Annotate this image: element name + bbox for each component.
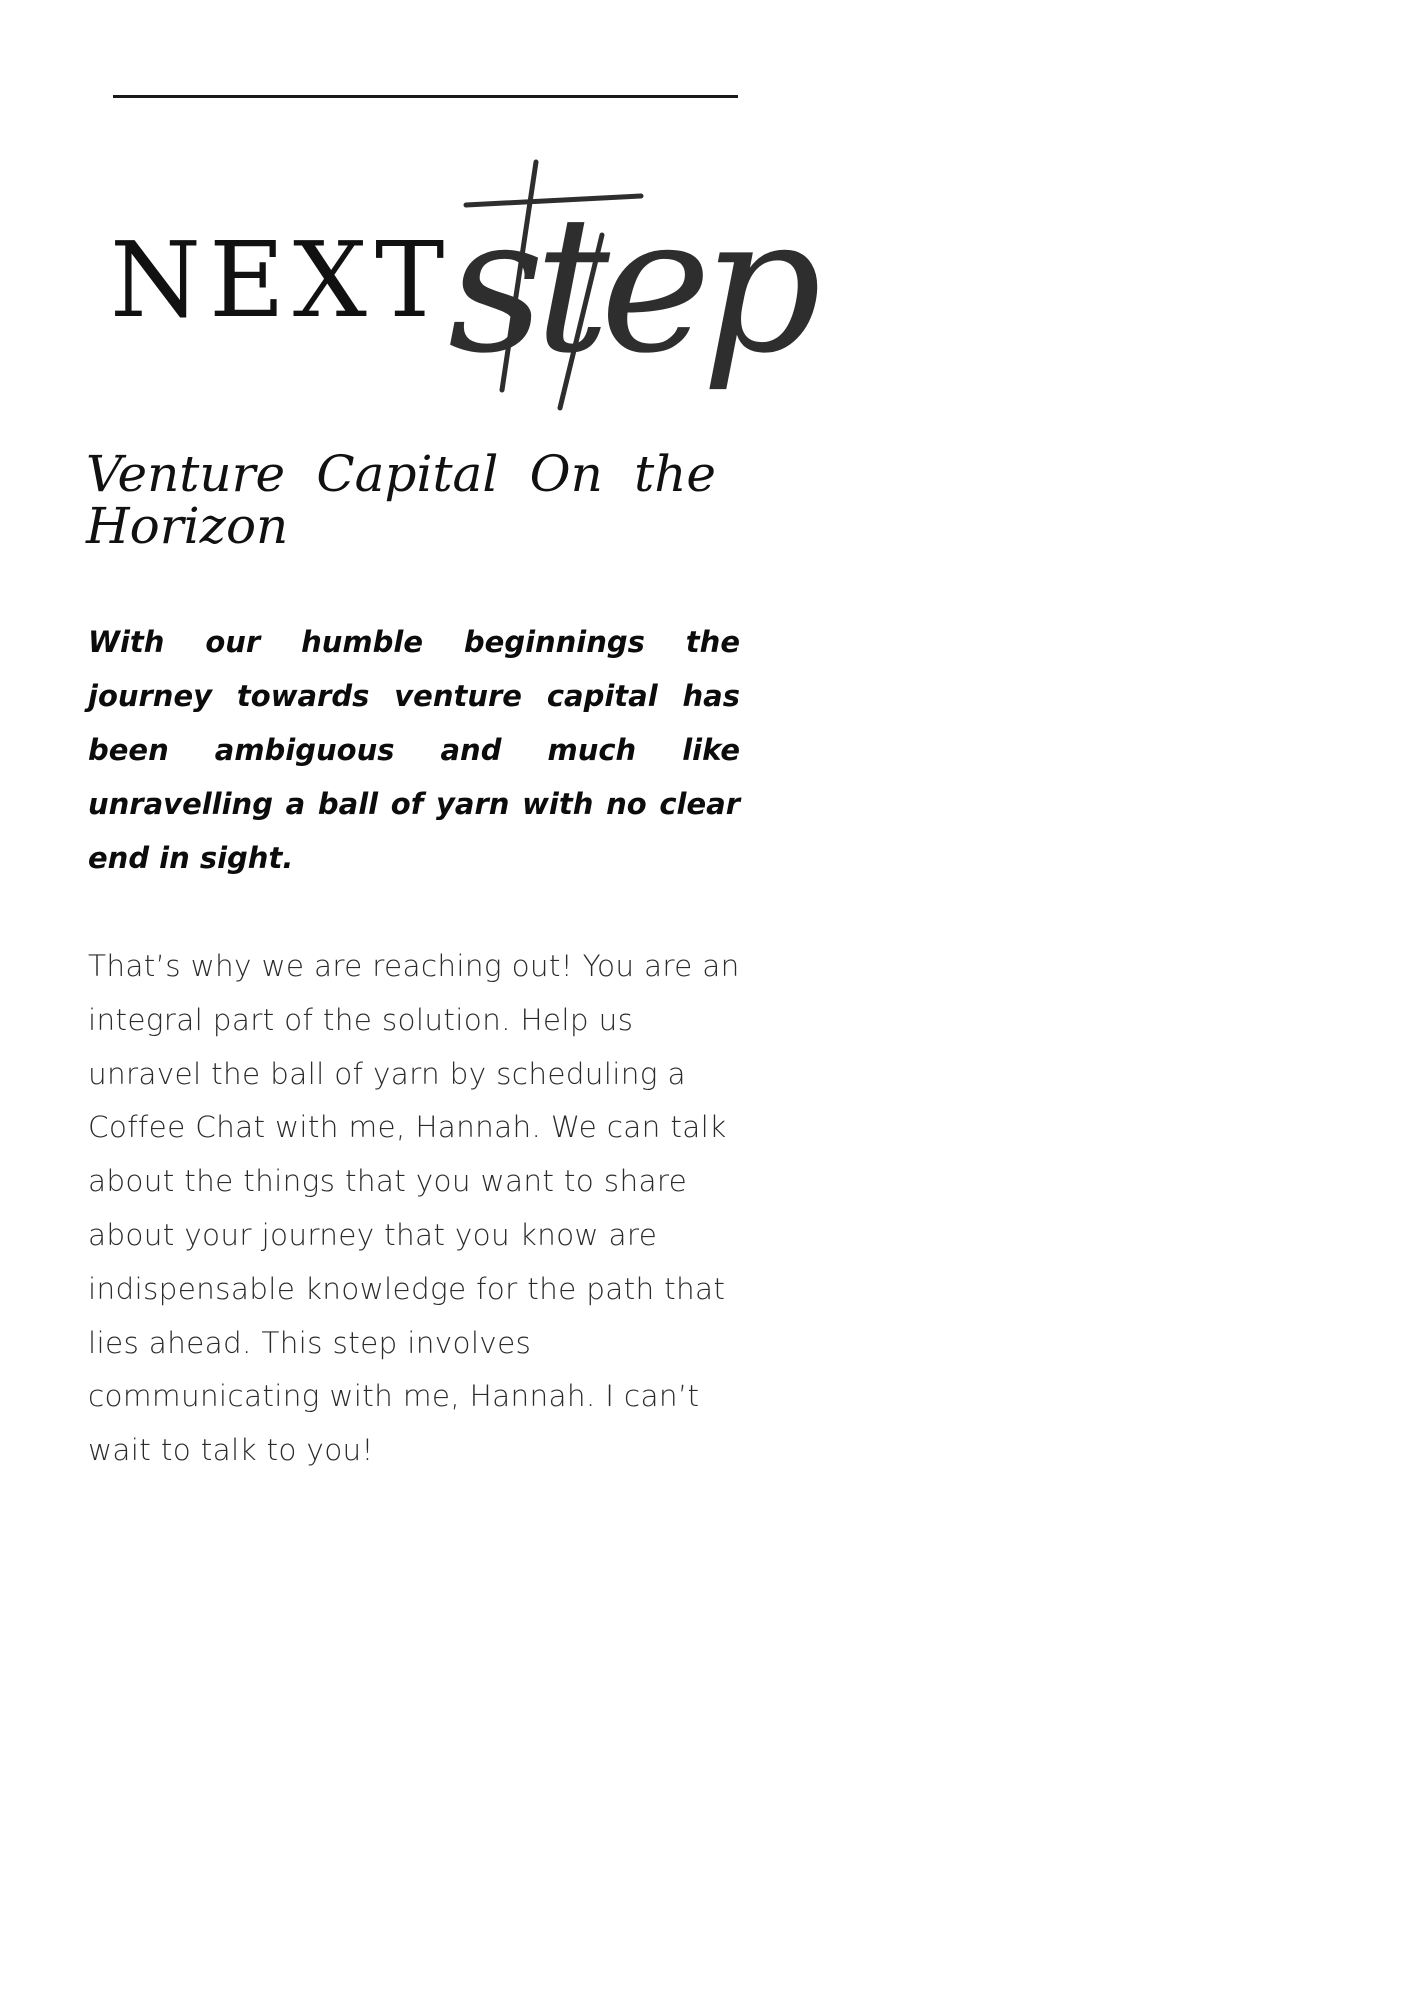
- page-title: NEXT: [110, 219, 453, 341]
- title-script: [430, 150, 812, 420]
- top-divider: [113, 95, 738, 98]
- section-subtitle: Venture Capital On the Horizon: [86, 445, 716, 555]
- lead-paragraph: With our humble beginnings the journey towards venture capital has been ambiguous and much like unravelling a ball of yarn with no clear end in sight.: [88, 625, 740, 875]
- body-paragraph: That’s why we are reaching out! You are an integral part of the solution. Help us unravel the ball of yarn by scheduling a Coffee Chat with me, Hannah. We can talk about the things that you want to share about your journey that you know are indispensable knowledge for the path that lies ahead. This step involves communicating with me, Hannah. I can’t wait to talk to you!: [88, 949, 740, 1468]
- script-word: step: [448, 176, 812, 395]
